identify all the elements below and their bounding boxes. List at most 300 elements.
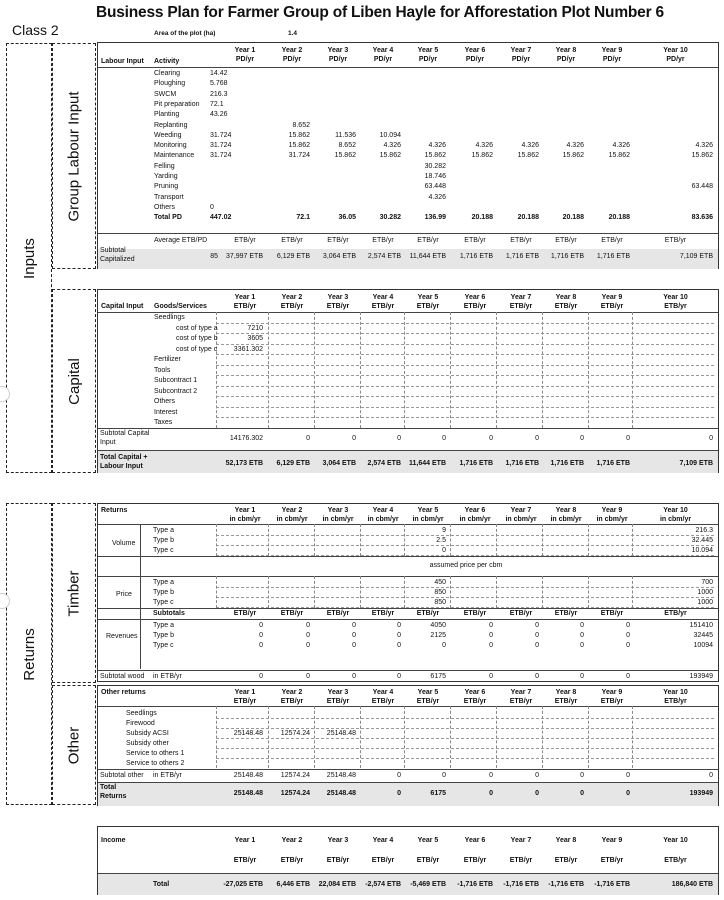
activity-label: Pruning: [154, 183, 179, 191]
unit-header: in cbm/yr: [459, 516, 491, 523]
revenue-value: 0: [306, 622, 310, 629]
subtotal-value: 0: [709, 435, 713, 442]
subtotal-wood-unit: in ETB/yr: [153, 673, 182, 680]
unit-header: in cbm/yr: [322, 516, 354, 523]
activity-label: SWCM: [154, 90, 177, 98]
unit-header: ETB/yr: [509, 303, 533, 310]
etb-unit: ETB/yr: [554, 610, 578, 617]
labour-value: 72.1: [296, 214, 310, 222]
grid-rule: [216, 344, 714, 345]
unit-header: in cbm/yr: [276, 516, 308, 523]
income-total-value: -1,716 ETB: [548, 881, 584, 888]
total-value: 0: [535, 790, 539, 797]
labour-value: 4.326: [475, 142, 493, 150]
subtotal-value: 0: [626, 772, 630, 779]
unit-header: ETB/yr: [280, 857, 304, 864]
unit-header: PD/yr: [328, 56, 348, 63]
grid-rule: [216, 375, 714, 376]
year-header: Year 7: [510, 507, 532, 514]
inputs-label: Inputs: [20, 237, 38, 279]
year-header: Year 9: [601, 294, 623, 301]
revenue-value: 0: [259, 642, 263, 649]
subtotal-value: 6175: [430, 673, 446, 680]
subtotal-value: 0: [535, 673, 539, 680]
labour-input-header: Labour Input: [101, 58, 144, 65]
volume-label: Volume: [112, 540, 136, 547]
total-value: 25148.48: [233, 790, 263, 797]
type-label: Type a: [153, 622, 175, 629]
year-header: Year 2: [281, 294, 303, 301]
subtotal-value: 0: [442, 772, 446, 779]
grid-rule: [216, 758, 714, 759]
labour-value: 15.862: [517, 152, 539, 160]
subtotal-label: Subtotal Capitalized: [100, 247, 135, 263]
revenue-value: 0: [489, 642, 493, 649]
grid-rule: [216, 323, 714, 324]
labour-value: 4.326: [428, 142, 446, 150]
other-returns-header: Other returns: [101, 689, 146, 696]
subtotal-rule: [98, 428, 718, 429]
total-returns-label: Total Returns: [100, 784, 127, 800]
labour-value: 20.188: [562, 214, 584, 222]
area-label: Area of the plot (ha): [154, 30, 216, 37]
grid-divider: [588, 524, 589, 556]
unit-header: PD/yr: [465, 56, 485, 63]
subtotal-value: 0: [580, 772, 584, 779]
unit-header: in cbm/yr: [505, 516, 537, 523]
unit-header: ETB/yr: [554, 303, 578, 310]
labour-value: 4.326: [521, 142, 539, 150]
revenue-value: 0: [489, 632, 493, 639]
other-label: Subsidy ACSI: [126, 730, 169, 737]
activity-label: Others: [154, 203, 176, 211]
unit-header: PD/yr: [556, 56, 576, 63]
goods-value: 3361.302: [233, 345, 263, 353]
revenue-value: 0: [306, 632, 310, 639]
total-value: 0: [489, 790, 493, 797]
subtotal-value: 0: [626, 673, 630, 680]
labour-value: 43.26: [210, 111, 228, 119]
grid-divider: [216, 576, 217, 608]
income-total-value: -1,716 ETB: [594, 881, 630, 888]
year-header: Year 8: [555, 837, 577, 844]
other-value: 25148.48: [326, 730, 356, 737]
subtotal-value: 1,716 ETB: [505, 253, 539, 260]
unit-header: in cbm/yr: [596, 516, 628, 523]
revenue-value: 10094: [693, 642, 713, 649]
total-value: 1,716 ETB: [505, 460, 539, 467]
etb-unit: ETB/yr: [555, 237, 577, 244]
volume-y5: 0: [442, 547, 446, 554]
header-rule: [98, 312, 718, 313]
grid-divider: [216, 524, 217, 556]
labour-value: 18.746: [424, 173, 446, 180]
volume-y5: 2.5: [436, 537, 446, 544]
total-value: 3,064 ETB: [322, 460, 356, 467]
activity-label: Yarding: [154, 173, 178, 180]
subtotal-value: 1,716 ETB: [550, 253, 584, 260]
other-label: Subsidy other: [126, 740, 169, 747]
labour-value: 63.448: [424, 183, 446, 191]
grid-divider: [268, 524, 269, 556]
subtotal-value: 0: [442, 435, 446, 442]
labour-value: 72.1: [210, 100, 224, 108]
labour-value: 83.636: [691, 214, 713, 222]
grid-divider: [632, 576, 633, 608]
goods-label: Fertilizer: [154, 356, 181, 363]
revenue-value: 0: [397, 632, 401, 639]
year-header: Year 8: [555, 47, 577, 54]
revenue-value: 0: [352, 622, 356, 629]
grid-rule: [216, 354, 714, 355]
labour-value: 15.862: [379, 152, 401, 160]
labour-input-section: [97, 42, 719, 269]
revenue-value: 0: [626, 622, 630, 629]
subtotals-label: Subtotals: [153, 610, 185, 617]
labour-value: 15.862: [562, 152, 584, 160]
label-divider: [140, 524, 141, 669]
grid-divider: [314, 524, 315, 556]
avg-etb-label: Average ETB/PD: [154, 237, 208, 244]
grid-rule: [216, 417, 714, 418]
labour-value: 4.326: [383, 142, 401, 150]
subtotal-value: 3,064 ETB: [322, 253, 356, 260]
year-header: Year 4: [372, 689, 394, 696]
activity-header: Activity: [154, 58, 180, 65]
income-total-label: Total: [153, 881, 170, 888]
etb-unit: ETB/yr: [281, 237, 303, 244]
grid-divider: [268, 576, 269, 608]
labour-value: 30.282: [424, 162, 446, 170]
unit-header: ETB/yr: [280, 698, 304, 705]
group-labour-label: Group Labour Input: [65, 90, 83, 222]
grid-rule: [216, 718, 714, 719]
subtotal-value: 14176.302: [229, 435, 263, 442]
unit-header: in cbm/yr: [659, 516, 692, 523]
labour-value: 20.188: [517, 214, 539, 222]
unit-header: ETB/yr: [371, 857, 395, 864]
revenue-value: 0: [626, 632, 630, 639]
year-header: Year 7: [510, 47, 532, 54]
subtotal-value: 25148.48: [326, 772, 356, 779]
unit-header: ETB/yr: [233, 303, 257, 310]
year-header: Year 8: [555, 689, 577, 696]
year-header: Year 10: [663, 689, 688, 696]
grid-rule: [216, 728, 714, 729]
volume-y10: 10.094: [691, 547, 713, 554]
goods-label: Seedlings: [154, 314, 185, 321]
grid-divider: [632, 312, 633, 428]
total-rule: [98, 873, 718, 874]
income-section: [97, 826, 719, 895]
subtotal-value: 0: [397, 772, 401, 779]
etb-unit: ETB/yr: [233, 610, 257, 617]
goods-label: Tools: [154, 366, 171, 374]
section-rule: [98, 556, 718, 557]
labour-value: 4.326: [428, 193, 446, 201]
total-value: 1,716 ETB: [550, 460, 584, 467]
subtotal-other-unit: in ETB/yr: [153, 772, 182, 779]
goods-label: cost of type c: [176, 345, 218, 353]
labour-value: 15.862: [424, 152, 446, 160]
year-header: Year 6: [464, 507, 486, 514]
goods-label: Subcontract 2: [154, 387, 198, 395]
other-label: Other: [65, 726, 83, 764]
year-header: Year 5: [417, 507, 439, 514]
subtotal-value: 0: [489, 435, 493, 442]
activity-label: Ploughing: [154, 80, 186, 88]
grid-divider: [360, 524, 361, 556]
total-value: 2,574 ETB: [367, 460, 401, 467]
year-header: Year 8: [555, 507, 577, 514]
unit-header: ETB/yr: [463, 303, 487, 310]
year-header: Year 9: [601, 47, 623, 54]
total-rule: [98, 782, 718, 783]
grid-divider: [496, 312, 497, 428]
year-header: Year 1: [234, 507, 256, 514]
type-label: Type c: [153, 642, 174, 649]
goods-label: Interest: [154, 408, 178, 416]
goods-label: cost of type b: [176, 335, 218, 342]
year-header: Year 10: [663, 294, 688, 301]
revenue-value: 0: [580, 642, 584, 649]
grid-divider: [450, 524, 451, 556]
price-y5: 850: [434, 589, 446, 596]
revenue-value: 4050: [430, 622, 446, 629]
income-total-value: 22,084 ETB: [318, 881, 356, 888]
subtotal-value: 0: [352, 673, 356, 680]
labour-value: 36.05: [338, 214, 356, 222]
unit-header: PD/yr: [373, 56, 393, 63]
goods-header: Goods/Services: [154, 303, 207, 310]
total-value: 0: [580, 790, 584, 797]
revenue-value: 0: [580, 622, 584, 629]
revenue-value: 0: [259, 632, 263, 639]
labour-value: 8.652: [292, 121, 310, 129]
subtotal-value: 1,716 ETB: [596, 253, 630, 260]
activity-label: Clearing: [154, 70, 181, 77]
grid-rule: [216, 407, 714, 408]
grid-divider: [360, 576, 361, 608]
labour-value: 20.188: [471, 214, 493, 222]
unit-header: ETB/yr: [463, 857, 487, 864]
subtotal-value: 11,644 ETB: [409, 253, 446, 260]
area-value: 1.4: [288, 30, 298, 37]
labour-value: 15.862: [288, 142, 310, 150]
subtotal-value: 0: [259, 673, 263, 680]
subtotal-value: 193949: [689, 673, 713, 680]
other-value: 12574.24: [280, 730, 310, 737]
income-total-value: -2,574 ETB: [365, 881, 401, 888]
unit-header: PD/yr: [602, 56, 622, 63]
subtotal-value: 7,109 ETB: [679, 253, 713, 260]
subtotal-value: 6,129 ETB: [276, 253, 310, 260]
revenue-value: 0: [489, 622, 493, 629]
total-value: 0: [397, 790, 401, 797]
etb-unit: ETB/yr: [371, 610, 395, 617]
activity-label: Pit preparation: [154, 100, 200, 108]
revenue-value: 0: [259, 622, 263, 629]
activity-label: Felling: [154, 162, 175, 170]
labour-value: 14.42: [210, 70, 228, 77]
other-label: Firewood: [126, 720, 155, 727]
year-header: Year 6: [464, 47, 486, 54]
year-header: Year 7: [510, 837, 532, 844]
revenues-label: Revenues: [106, 633, 138, 640]
etb-unit: ETB/yr: [600, 610, 624, 617]
total-value: 25148.48: [326, 790, 356, 797]
subtotal-value: 0: [709, 772, 713, 779]
grid-rule: [216, 748, 714, 749]
total-value: 1,716 ETB: [459, 460, 493, 467]
unit-header: ETB/yr: [664, 303, 687, 310]
unit-header: ETB/yr: [554, 698, 578, 705]
year-header: Year 5: [417, 837, 439, 844]
etb-unit: ETB/yr: [510, 237, 532, 244]
subtotal-value: 0: [535, 435, 539, 442]
grid-divider: [450, 312, 451, 428]
type-label: Type b: [153, 589, 175, 596]
subtotal-value: 0: [626, 435, 630, 442]
etb-unit: ETB/yr: [664, 610, 687, 617]
unit-header: ETB/yr: [326, 857, 350, 864]
activity-label: Maintenance: [154, 152, 195, 160]
grid-divider: [496, 576, 497, 608]
unit-header: ETB/yr: [416, 303, 440, 310]
revenue-value: 32445: [693, 632, 713, 639]
labour-value: 11.536: [335, 131, 356, 139]
activity-label: Replanting: [154, 121, 188, 129]
goods-label: Taxes: [154, 419, 173, 426]
grid-rule: [216, 365, 714, 366]
returns-label: Returns: [20, 627, 38, 681]
year-header: Year 3: [327, 507, 349, 514]
unit-header: ETB/yr: [664, 857, 687, 864]
unit-header: PD/yr: [511, 56, 531, 63]
year-header: Year 5: [417, 47, 439, 54]
etb-unit: ETB/yr: [326, 610, 350, 617]
goods-label: cost of type a: [176, 324, 218, 332]
subtotal-value: 0: [397, 673, 401, 680]
grid-divider: [588, 576, 589, 608]
revenue-value: 0: [352, 632, 356, 639]
labour-value: 15.862: [288, 131, 310, 139]
labour-value: 31.724: [210, 131, 232, 139]
assumed-price-note: assumed price per cbm: [429, 562, 503, 569]
capital-input-header: Capital Input: [101, 303, 144, 310]
revenue-value: 151410: [689, 622, 713, 629]
revenue-value: 0: [535, 642, 539, 649]
capital-label: Capital: [65, 357, 83, 405]
total-rule: [98, 450, 718, 451]
year-header: Year 1: [234, 689, 256, 696]
etb-unit: ETB/yr: [280, 610, 304, 617]
labour-value: 20.188: [608, 214, 630, 222]
grid-divider: [588, 312, 589, 428]
subtotal-value: 1,716 ETB: [459, 253, 493, 260]
type-label: Type c: [153, 599, 174, 606]
labour-value: 4.326: [566, 142, 584, 150]
etb-unit: ETB/yr: [463, 610, 487, 617]
activity-label: Weeding: [154, 131, 182, 139]
year-header: Year 4: [372, 294, 394, 301]
type-label: Type a: [153, 579, 175, 586]
subtotal-wood-label: Subtotal wood: [100, 673, 145, 680]
labour-value: 30.282: [379, 214, 401, 222]
total-value: 12574.24: [280, 790, 310, 797]
unit-header: ETB/yr: [600, 857, 624, 864]
labour-value: 15.862: [608, 152, 630, 160]
labour-value: 447.02: [210, 214, 232, 222]
year-header: Year 10: [663, 837, 688, 844]
unit-header: in cbm/yr: [412, 516, 444, 523]
grid-divider: [314, 312, 315, 428]
income-total-value: -5,469 ETB: [410, 881, 446, 888]
year-header: Year 4: [372, 507, 394, 514]
subtotal-value: 0: [352, 435, 356, 442]
subtotal-value: 0: [580, 435, 584, 442]
revenue-value: 0: [397, 642, 401, 649]
unit-header: ETB/yr: [233, 698, 257, 705]
goods-label: Subcontract 1: [154, 377, 198, 384]
page-title: Business Plan for Farmer Group of Liben Hayle for Afforestation Plot Number 6: [96, 4, 664, 21]
labour-value: 15.862: [471, 152, 493, 160]
unit-header: ETB/yr: [600, 303, 624, 310]
year-header: Year 1: [234, 837, 256, 844]
total-value: 0: [626, 790, 630, 797]
labour-value: 31.724: [210, 152, 232, 160]
total-value: 6175: [430, 790, 446, 797]
revenue-value: 0: [306, 642, 310, 649]
labour-value: 63.448: [691, 183, 713, 191]
year-header: Year 9: [601, 689, 623, 696]
other-label: Seedlings: [126, 710, 157, 717]
year-header: Year 2: [281, 689, 303, 696]
labour-value: 216.3: [210, 90, 228, 98]
subtotal-value: 37,997 ETB: [226, 253, 263, 260]
etb-unit: ETB/yr: [234, 237, 256, 244]
avg-etb-value: 85: [210, 253, 218, 260]
price-y10: 1000: [697, 589, 713, 596]
grid-divider: [542, 312, 543, 428]
income-total-value: -1,716 ETB: [503, 881, 539, 888]
unit-header: ETB/yr: [554, 857, 578, 864]
year-header: Year 7: [510, 294, 532, 301]
labour-value: 5.768: [210, 80, 228, 88]
year-header: Year 6: [464, 837, 486, 844]
unit-header: in cbm/yr: [229, 516, 261, 523]
year-header: Year 5: [417, 689, 439, 696]
unit-header: PD/yr: [235, 56, 255, 63]
header-rule: [98, 67, 718, 68]
subtotal-value: 0: [489, 772, 493, 779]
revenue-value: 0: [397, 622, 401, 629]
income-header: Income: [101, 837, 126, 844]
other-value: 25148.48: [233, 730, 263, 737]
goods-value: 3605: [247, 335, 263, 342]
year-header: Year 2: [281, 837, 303, 844]
total-label: Total Capital + Labour Input: [100, 454, 148, 470]
subtotal-value: 2,574 ETB: [367, 253, 401, 260]
unit-header: ETB/yr: [664, 698, 687, 705]
year-header: Year 3: [327, 47, 349, 54]
other-label: Service to others 2: [126, 760, 185, 767]
year-header: Year 1: [234, 294, 256, 301]
grid-divider: [632, 524, 633, 556]
price-y10: 700: [701, 579, 713, 586]
price-y5: 450: [434, 579, 446, 586]
grid-rule: [216, 738, 714, 739]
